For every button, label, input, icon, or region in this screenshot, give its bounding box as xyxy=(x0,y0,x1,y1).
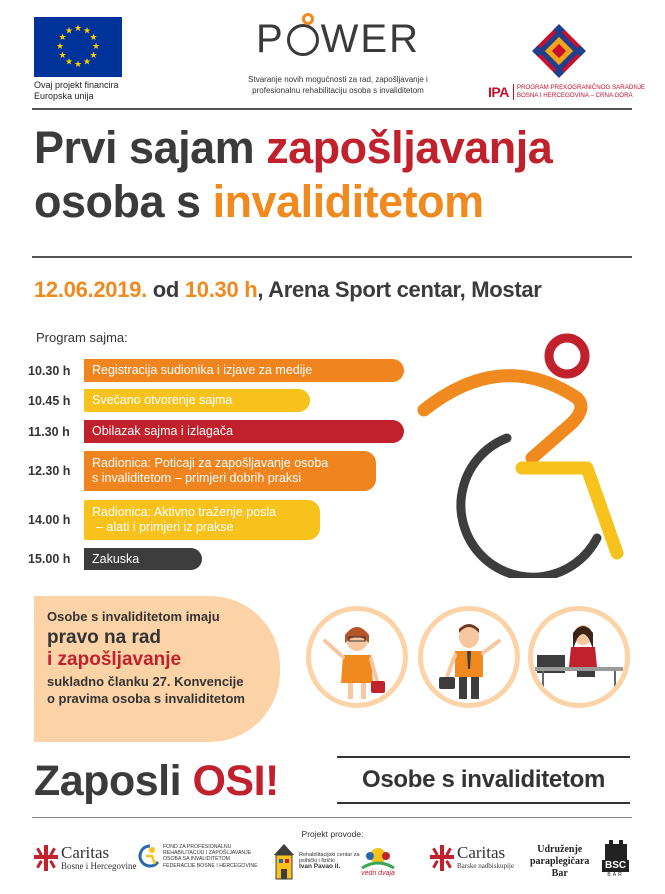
program-item xyxy=(28,420,404,443)
ivan-text-3: Ivan Pavao II. xyxy=(299,863,341,871)
program-bar: Registracija sudionika i izjave za medije xyxy=(84,359,404,382)
illustration-man-circle xyxy=(418,606,520,708)
program-bar: Zakuska xyxy=(84,548,202,570)
rights-line-4a: sukladno članku 27. Konvencije xyxy=(47,674,244,689)
slogan xyxy=(34,756,279,806)
program-time: 10.45 h xyxy=(28,393,71,408)
power-logo xyxy=(238,14,438,66)
divider-bottom xyxy=(32,817,632,818)
program-bar: Svečano otvorenje sajma xyxy=(84,389,310,412)
ivan-text-1: Rehabilitacijski centar za xyxy=(299,851,360,858)
ipa-word: IPA xyxy=(488,84,509,100)
ipa-description xyxy=(513,84,645,100)
caritas-cross-icon xyxy=(430,845,454,871)
power-logo-p: P xyxy=(255,17,285,61)
program-bar-line: Radionica: Poticaji za zapošljavanje osoba xyxy=(92,456,329,470)
fond-logo-icon xyxy=(138,844,160,868)
woman-with-bag-icon xyxy=(311,611,403,703)
svg-text:★: ★ xyxy=(91,42,101,52)
svg-text:★: ★ xyxy=(73,60,83,70)
rights-line-1: Osobe s invaliditetom imaju xyxy=(47,609,220,624)
svg-text:★: ★ xyxy=(58,51,67,61)
svg-text:★: ★ xyxy=(64,26,74,37)
man-with-briefcase-icon xyxy=(423,611,515,703)
program-bar xyxy=(84,500,320,540)
event-date: 12.06.2019. xyxy=(34,277,147,302)
title-line2-orange: invaliditetom xyxy=(212,176,484,227)
program-time: 12.30 h xyxy=(28,464,71,478)
event-place: , Arena Sport centar, Mostar xyxy=(257,277,542,302)
illustration-desk-circle xyxy=(528,606,630,708)
divider-middle xyxy=(32,256,632,258)
fond-text-2: REHABILITACIJU I ZAPOŠLJAVANJE xyxy=(163,850,252,857)
svg-text:★: ★ xyxy=(73,24,83,34)
sun-people-icon xyxy=(358,844,398,870)
slogan-dark: Zaposli xyxy=(34,757,193,805)
title-line2-dark: osoba s xyxy=(34,176,213,227)
program-item xyxy=(28,389,310,412)
program-item xyxy=(28,451,376,491)
program-bar: Obilazak sajma i izlagača xyxy=(84,420,404,443)
program-time: 15.00 h xyxy=(28,552,71,566)
svg-text:★: ★ xyxy=(55,42,65,52)
program-title: Program sajma: xyxy=(36,330,128,345)
ipa-desc-line-2: BOSNA I HERCEGOVINA – CRNA GORA xyxy=(516,92,633,99)
illustration-woman-circle xyxy=(306,606,408,708)
footer-label: Projekt provode: xyxy=(301,829,364,839)
event-info xyxy=(34,277,644,303)
svg-text:★: ★ xyxy=(58,33,67,43)
rights-line-3: i zapošljavanje xyxy=(47,649,182,670)
svg-text:★: ★ xyxy=(82,26,92,37)
page-title xyxy=(34,121,644,229)
program-bar-line: Radionica: Aktivno traženje posla xyxy=(92,505,277,519)
fond-text xyxy=(163,844,258,869)
udruzenje-text xyxy=(530,844,589,880)
ipa-emblem-icon xyxy=(530,22,588,80)
event-time: 10.30 h xyxy=(184,277,258,302)
logo-fond xyxy=(138,844,258,869)
svg-text:★: ★ xyxy=(89,51,98,61)
program-bar-line: s invaliditetom – primjeri dobrih praksi xyxy=(92,471,302,485)
vedri-text: vedri dvaja xyxy=(361,870,395,877)
wheelchair-symbol-icon xyxy=(412,328,642,578)
program-bar-line: – alati i primjeri iz prakse xyxy=(96,520,234,534)
program-time: 11.30 h xyxy=(28,424,70,439)
svg-text:★: ★ xyxy=(82,57,92,68)
logo-bsc-bar xyxy=(602,838,629,878)
fond-text-4: FEDERACIJE BOSNE I HERCEGOVINE xyxy=(163,862,258,869)
divider-top xyxy=(32,108,632,110)
rights-line-4b: o pravima osoba s invaliditetom xyxy=(47,691,245,706)
power-logo-rest: WER xyxy=(320,17,420,61)
house-icon xyxy=(272,841,296,881)
power-logo-block xyxy=(238,14,438,96)
power-logo-o-icon xyxy=(287,24,319,56)
eu-caption: Ovaj projekt financira Europska unija xyxy=(34,80,119,101)
caritas-bar-name: Caritas xyxy=(457,843,506,862)
program-item xyxy=(28,548,202,570)
program-bar xyxy=(84,451,376,491)
program-time: 10.30 h xyxy=(28,363,71,378)
ipa-text xyxy=(488,84,648,100)
program-item xyxy=(28,500,320,540)
caritas-bih-sub: Bosne i Hercegovine xyxy=(61,861,137,871)
rights-line-4 xyxy=(47,673,270,707)
fond-text-1: FOND ZA PROFESIONALNU xyxy=(163,844,232,850)
svg-text:★: ★ xyxy=(64,57,74,68)
caritas-bih-name: Caritas xyxy=(61,843,110,862)
udruzenje-text-1: Udruženje xyxy=(537,844,583,855)
udruzenje-text-2: paraplegičara xyxy=(530,856,590,867)
event-od: od xyxy=(146,277,185,302)
svg-text:★: ★ xyxy=(89,33,98,43)
rights-box xyxy=(34,596,280,742)
program-time: 14.00 h xyxy=(28,513,71,527)
ipa-desc-line-1: PROGRAM PREKOGRANIČNOG SARADNJE xyxy=(516,84,646,91)
bsc-sub: BAR xyxy=(607,872,624,878)
ivan-text xyxy=(299,852,360,871)
woman-at-desk-icon xyxy=(533,611,625,703)
eu-logo-block xyxy=(34,17,122,102)
udruzenje-text-3: Bar xyxy=(551,868,568,879)
caritas-bar-sub: Barske nadbiskupije xyxy=(457,862,514,870)
rights-line-2: pravo na rad xyxy=(47,627,162,648)
ivan-text-2: psihički i fizički xyxy=(299,857,335,864)
slogan-box: Osobe s invaliditetom xyxy=(337,756,630,804)
title-line1-dark: Prvi sajam xyxy=(34,122,267,173)
program-item xyxy=(28,359,404,382)
fond-text-3: OSOBA SA INVALIDITETOM xyxy=(163,856,230,863)
caritas-cross-icon xyxy=(34,845,58,871)
logo-udruzenje xyxy=(530,844,589,880)
logo-ivan-pavao xyxy=(272,841,360,881)
eu-flag-icon xyxy=(34,17,122,77)
title-line1-red: zapošljavanja xyxy=(266,122,553,173)
power-subtitle: Stvaranje novih mogućnosti za rad, zapošljavanje i profesionalnu rehabilitaciju osoba s invaliditetom xyxy=(248,75,428,95)
logo-caritas-bar xyxy=(430,844,514,872)
bsc-text: BSC xyxy=(602,860,629,872)
logo-caritas-bih xyxy=(34,844,136,872)
bsc-tower-icon xyxy=(603,838,629,860)
logo-vedri-dvaja xyxy=(358,844,398,877)
slogan-red: OSI! xyxy=(192,757,279,805)
